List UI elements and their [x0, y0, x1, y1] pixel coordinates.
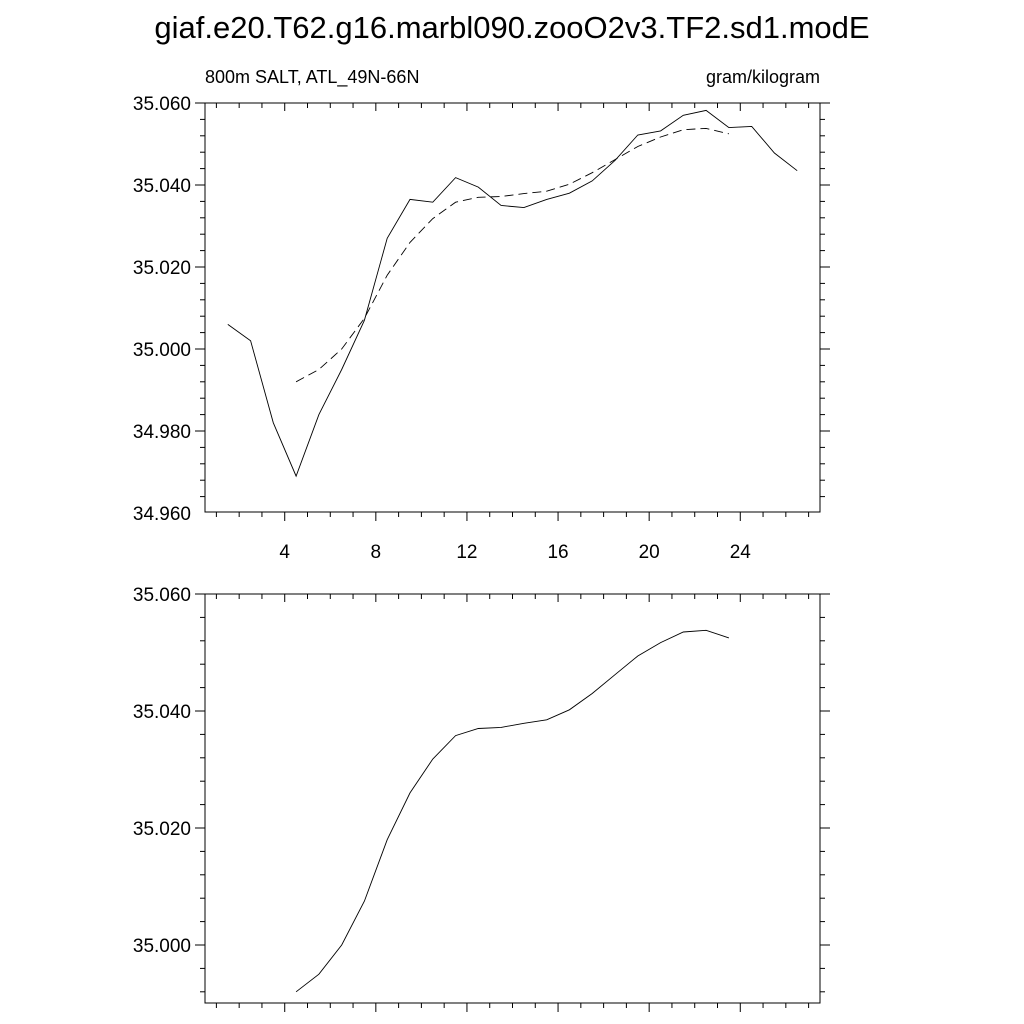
y-tick-label: 35.060 [132, 585, 191, 606]
plot-frame [205, 103, 820, 512]
series-line-solid [296, 630, 729, 992]
y-tick-label: 35.020 [132, 819, 191, 840]
y-tick-label: 35.040 [132, 702, 191, 723]
x-tick-label: 4 [279, 542, 291, 563]
units-label: gram/kilogram [705, 67, 820, 87]
x-tick-label: 20 [638, 542, 660, 563]
y-tick-label: 35.060 [132, 94, 191, 115]
plot-frame [205, 594, 820, 1003]
y-tick-label: 35.020 [132, 258, 191, 279]
bottom-panel [133, 585, 830, 1012]
x-tick-label: 24 [729, 542, 751, 563]
y-tick-label: 34.960 [132, 504, 191, 525]
y-tick-label: 35.040 [132, 176, 191, 197]
x-tick-label: 16 [547, 542, 569, 563]
y-tick-label: 35.000 [132, 936, 191, 957]
x-tick-label: 8 [370, 542, 382, 563]
variable-label: 800m SALT, ATL_49N-66N [205, 67, 420, 87]
y-tick-label: 34.980 [132, 422, 191, 443]
series-line-dashed [296, 128, 729, 381]
page-title: giaf.e20.T62.g16.marbl090.zooO2v3.TF2.sd1.modE [154, 10, 870, 45]
x-tick-label: 12 [456, 542, 478, 563]
series-line-solid [228, 110, 797, 476]
top-panel [133, 67, 830, 563]
y-tick-label: 35.000 [132, 340, 191, 361]
